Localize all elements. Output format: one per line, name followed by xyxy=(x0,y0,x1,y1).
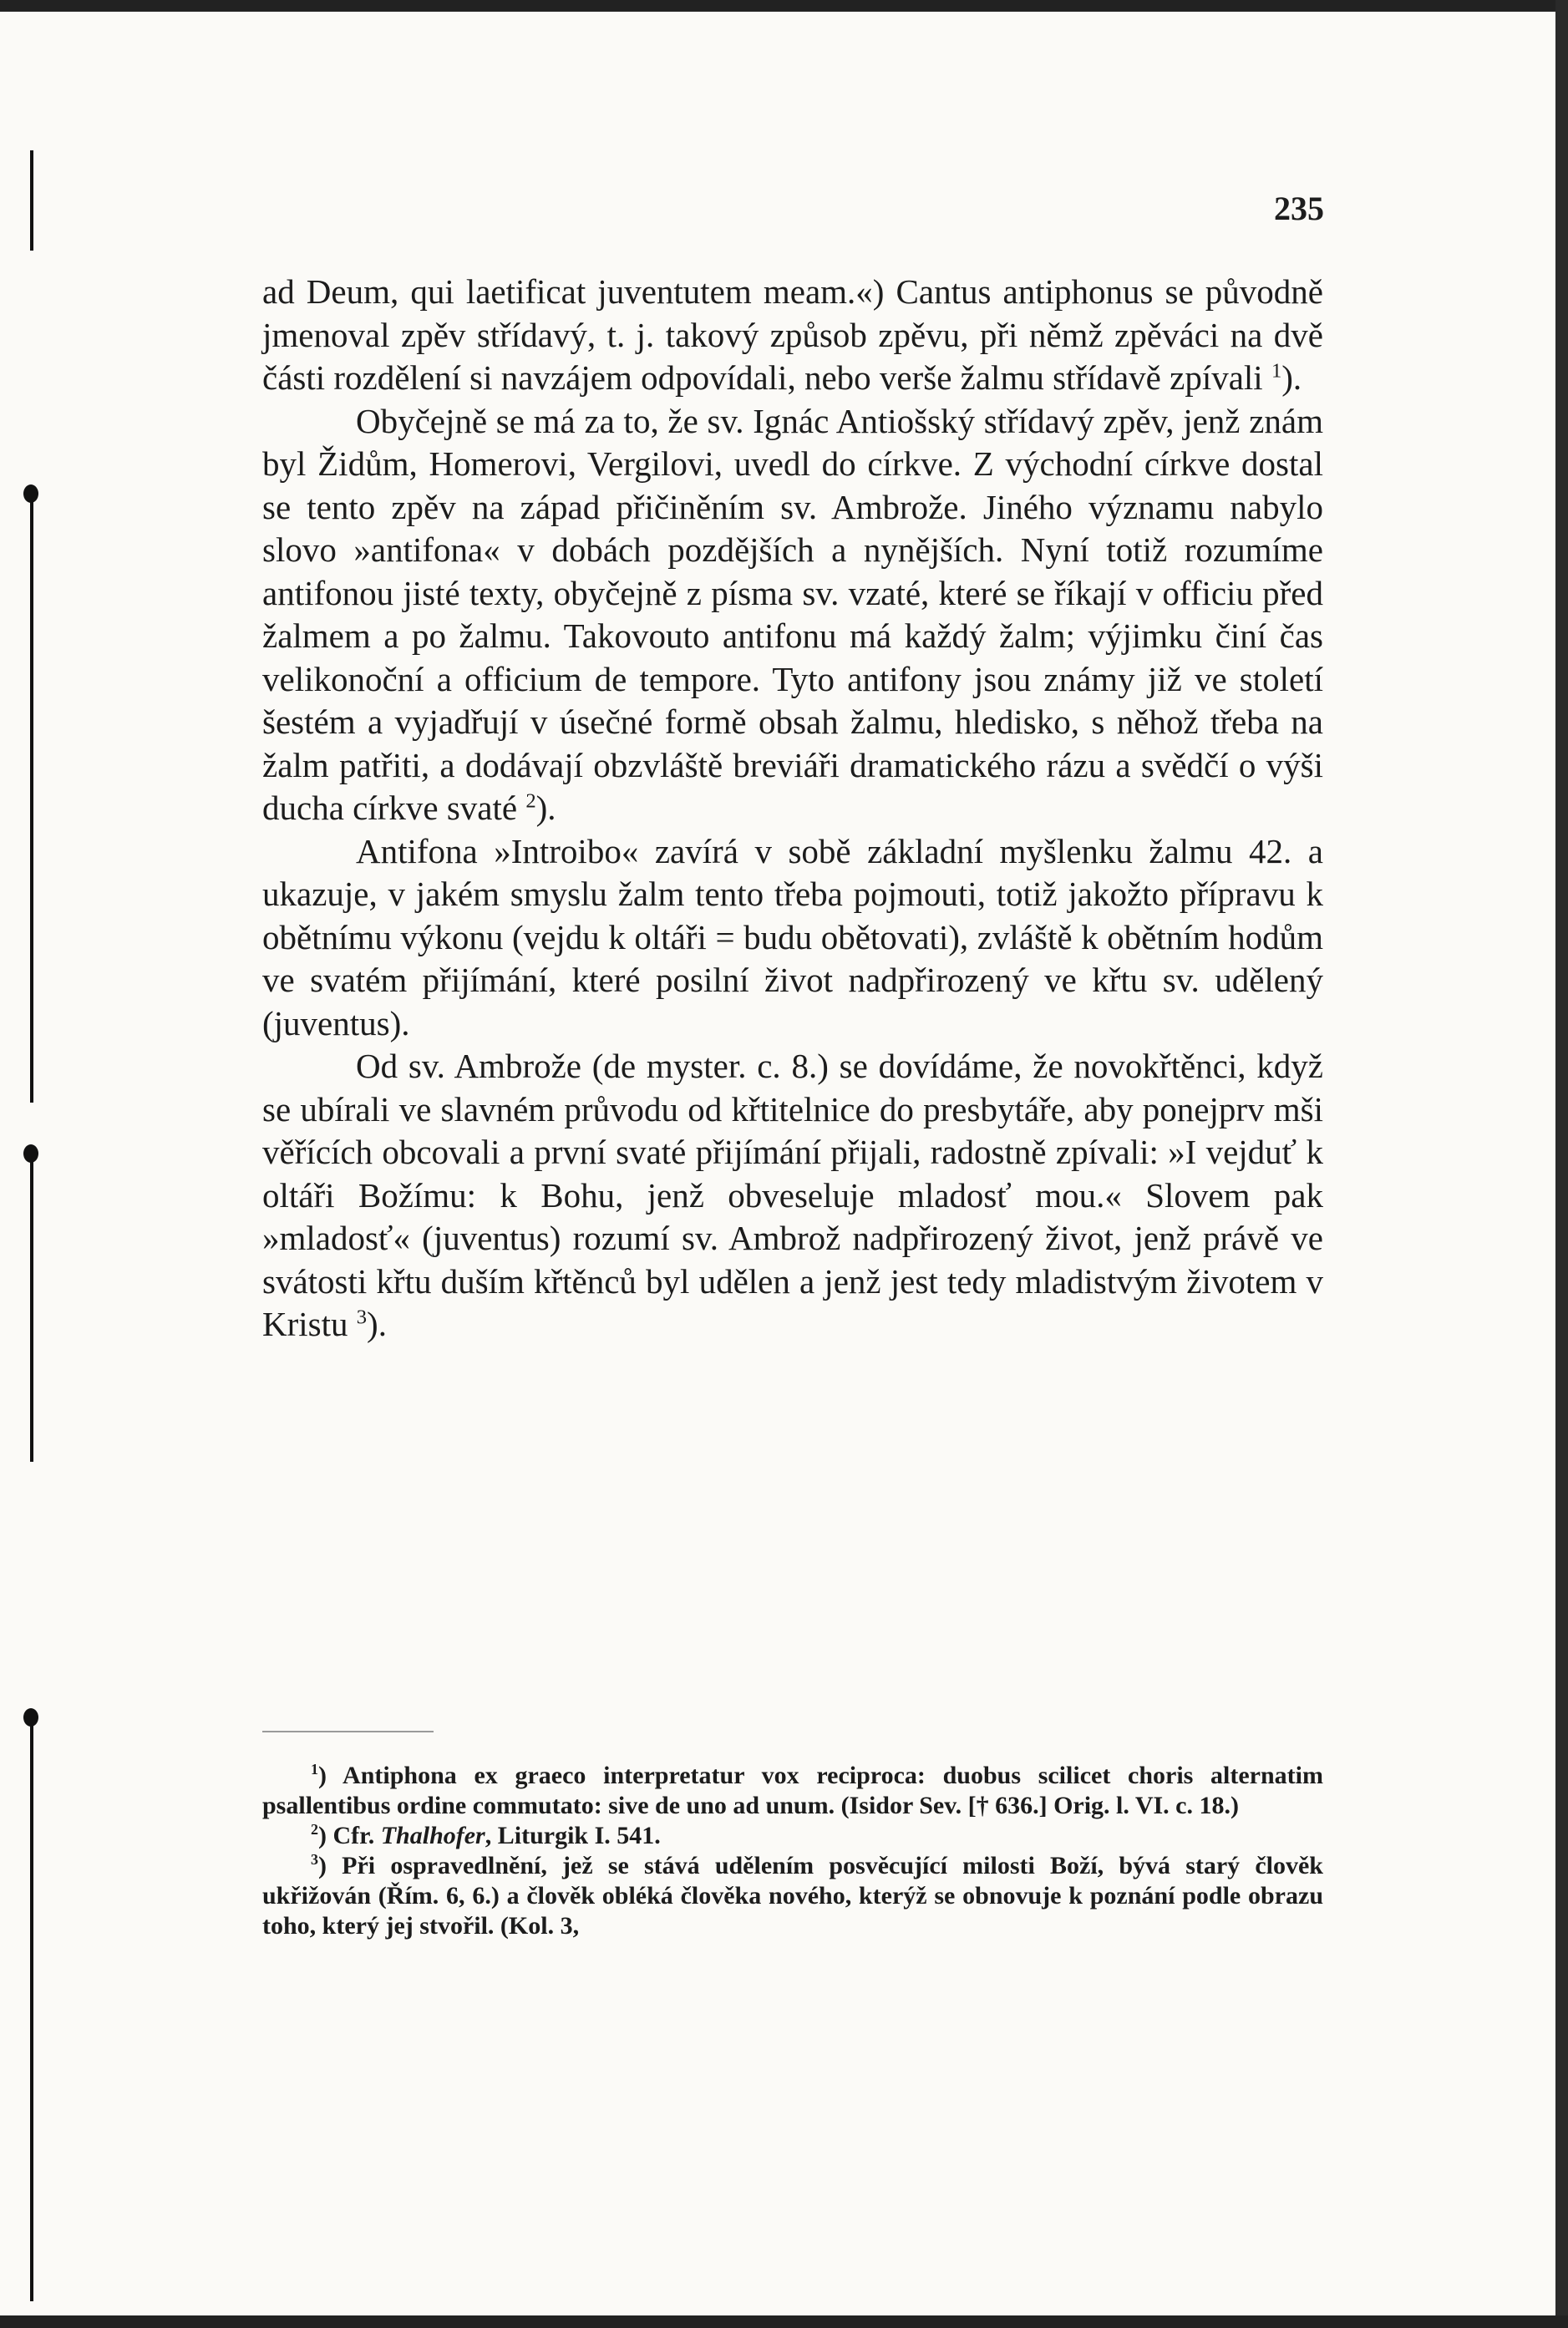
paragraph xyxy=(262,1045,1323,1347)
text-run: Antifona »Introibo« zavírá v sobě základní myšlenku žalmu 42. a ukazuje, v jakém smyslu žalm tento třeba pojmouti, totiž jakožto přípravu k obětnímu výkonu (vejdu k oltáři = budu obětovati), zvláště k obětním hodům ve svatém přijímání, které posilní život nadpřirozený ve křtu sv. udělený (juventus). xyxy=(262,831,1323,1042)
footnotes xyxy=(262,1761,1323,1941)
page-number: 235 xyxy=(1274,190,1324,227)
binding-mark xyxy=(30,1725,33,2301)
italic-text: Thalhofer xyxy=(380,1822,485,1849)
footnote xyxy=(262,1761,1323,1821)
binding-dot xyxy=(23,484,38,503)
footnote-reference: 2 xyxy=(311,1821,318,1838)
footnote-reference: 3 xyxy=(311,1851,318,1868)
text-run: ). xyxy=(535,789,556,827)
text-run: Od sv. Ambrože (de myster. c. 8.) se dovídáme, že novokřtěnci, když se ubírali ve slavném průvodu od křtitelnice do presbytáře, aby ponejprv mši věřících obcovali a první svaté přijímání přijali, radostně zpívali: »I vejduť k oltáři Božímu: k Bohu, jenž obveseluje mladosť mou.« Slovem pak »mladosť« (juventus) rozumí sv. Ambrož nadpřirozený život, jenž právě ve svátosti křtu duším křtěnců byl udělen a jenž jest tedy mladistvým životem v Kristu xyxy=(262,1047,1323,1343)
footnote-reference: 1 xyxy=(311,1761,318,1778)
text-run: ). xyxy=(367,1305,387,1343)
text-run: , Liturgik I. 541. xyxy=(485,1822,661,1849)
text-run: Obyčejně se má za to, že sv. Ignác Antiošský střídavý zpěv, jenž znám byl Židům, Homerovi, Vergilovi, uvedl do církve. Z východní církve dostal se tento zpěv na západ přičiněním sv. Ambrože. Jiného významu nabylo slovo »antifona« v dobách pozdějších a nynějších. Nyní totiž rozumíme antifonou jisté texty, obyčejně z písma sv. vzaté, které se říkají v officiu před žalmem a po žalmu. Takovouto antifonu má každý žalm; výjimku činí čas velikonoční a officium de tempore. Tyto antifony jsou známy již ve století šestém a vyjadřují v úsečné formě obsah žalmu, hledisko, s něhož třeba na žalm patřiti, a dodávají obzvláště breviáři dramatického rázu a svědčí o výši ducha církve svaté xyxy=(262,401,1323,827)
text-run: ) Antiphona ex graeco interpretatur vox reciproca: duobus scilicet choris alternatim psallentibus ordine commutato: sive de uno ad unum. (Isidor Sev. [† 636.] Orig. l. VI. c. 18.) xyxy=(262,1762,1323,1819)
paragraph xyxy=(262,271,1323,400)
scan-border-bottom xyxy=(0,2315,1568,2328)
text-run: ) Cfr. xyxy=(318,1822,381,1849)
footnote xyxy=(262,1851,1323,1941)
footnote-reference: 3 xyxy=(356,1306,368,1329)
binding-mark xyxy=(30,501,33,1103)
footnote xyxy=(262,1821,1323,1851)
footnote-reference: 1 xyxy=(1271,359,1282,383)
text-run: ). xyxy=(1281,358,1302,397)
scan-border-right xyxy=(1555,0,1568,2328)
footnote-divider xyxy=(262,1731,434,1732)
body-text xyxy=(262,271,1323,1347)
text-run: ad Deum, qui laetificat juventutem meam.«) Cantus antiphonus se původně jmenoval zpěv střídavý, t. j. takový způsob zpěvu, při němž zpěváci na dvě části rozdělení si navzájem odpovídali, nebo verše žalmu střídavě zpívali xyxy=(262,272,1323,397)
text-run: ) Při ospravedlnění, jež se stává udělením posvěcující milosti Boží, bývá starý člověk ukřižován (Řím. 6, 6.) a člověk obléká člověka nového, kterýž se obnovuje k poznání podle obrazu toho, který jej stvořil. (Kol. 3, xyxy=(262,1852,1323,1940)
binding-mark xyxy=(30,150,33,251)
binding-dot xyxy=(23,1144,38,1163)
binding-dot xyxy=(23,1708,38,1727)
footnote-reference: 2 xyxy=(525,789,536,813)
paragraph xyxy=(262,400,1323,830)
paragraph xyxy=(262,830,1323,1046)
binding-mark xyxy=(30,1161,33,1462)
scan-border-top xyxy=(0,0,1568,12)
